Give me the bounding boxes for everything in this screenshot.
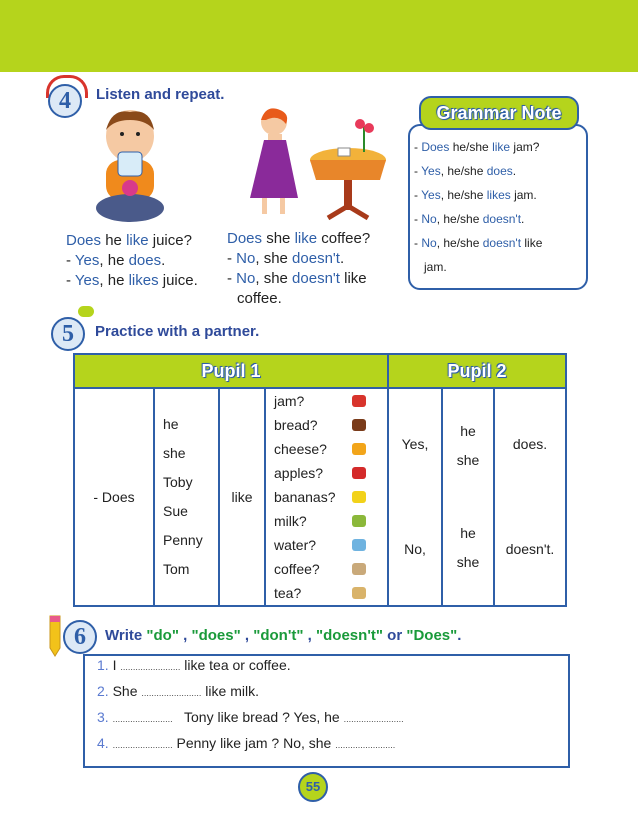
yes-no-cell xyxy=(388,388,442,606)
text-fragment: , he xyxy=(99,252,129,269)
food-item xyxy=(274,461,387,485)
food-name: tea? xyxy=(274,585,302,601)
subject-item: Penny xyxy=(163,532,203,548)
answer-subjects-cell xyxy=(442,388,494,606)
boy-drinking-juice-illustration xyxy=(92,108,168,226)
answer-subject: he xyxy=(460,423,476,439)
text-fragment: . xyxy=(512,164,517,178)
food-name: apples? xyxy=(274,465,324,481)
girl-line xyxy=(227,289,370,309)
subject-item: he xyxy=(163,416,179,432)
text-fragment: - xyxy=(414,188,422,202)
text-fragment: does xyxy=(486,164,513,178)
cheese-icon xyxy=(352,443,366,455)
section-5-number: 5 xyxy=(51,317,85,351)
text-fragment: she xyxy=(262,230,295,247)
text-fragment: "doesn't" xyxy=(316,627,383,644)
exercise-number: 4. xyxy=(97,735,113,751)
answer-subject: she xyxy=(456,554,480,570)
pupil-1-header: Pupil 1 xyxy=(74,354,388,388)
foods-cell xyxy=(265,388,388,606)
girl-dialogue xyxy=(227,229,370,309)
exercise-text: Penny like jam ? No, she xyxy=(172,735,336,751)
tea-cup-icon xyxy=(352,587,366,599)
text-fragment: jam. xyxy=(510,188,537,202)
exercise-number: 2. xyxy=(97,683,113,699)
no-word: No, xyxy=(404,541,426,557)
text-fragment: , she xyxy=(255,270,293,287)
grammar-note-line xyxy=(414,236,542,250)
answer-blank[interactable]: ........................ xyxy=(112,714,173,724)
text-fragment: he xyxy=(101,232,127,249)
text-fragment: like xyxy=(521,236,543,250)
text-fragment: - xyxy=(66,252,75,269)
pupil-2-header: Pupil 2 xyxy=(388,354,566,388)
girl-with-coffee-illustration xyxy=(244,106,392,224)
text-fragment: does xyxy=(128,252,162,269)
text-fragment: "don't" xyxy=(253,627,304,644)
text-fragment: - xyxy=(227,250,237,267)
text-fragment: - xyxy=(227,270,237,287)
answer-blank[interactable]: ........................ xyxy=(141,688,202,698)
text-fragment: - xyxy=(414,212,422,226)
text-fragment: he/she xyxy=(449,140,493,154)
girl-line xyxy=(227,229,370,249)
grammar-note-line xyxy=(414,140,539,154)
does-cell: - Does xyxy=(74,388,154,606)
food-name: bananas? xyxy=(274,489,336,505)
food-item xyxy=(274,413,387,437)
food-name: bread? xyxy=(274,417,318,433)
water-bottle-icon xyxy=(352,539,366,551)
text-fragment: coffee? xyxy=(317,230,371,247)
answer-blank[interactable]: ........................ xyxy=(112,740,173,750)
boy-dialogue xyxy=(66,231,198,291)
exercise-text: like tea or coffee. xyxy=(180,657,291,673)
text-fragment: like xyxy=(492,140,511,154)
yes-word: Yes, xyxy=(401,436,429,452)
text-fragment: - xyxy=(66,272,75,289)
like-cell: like xyxy=(219,388,265,606)
grammar-note-line xyxy=(414,164,516,178)
text-fragment: likes xyxy=(486,188,511,202)
text-fragment: doesn't xyxy=(292,270,340,287)
coffee-cup-icon xyxy=(352,563,366,575)
text-fragment: . xyxy=(339,250,345,267)
girl-line xyxy=(227,249,370,269)
exercise-line xyxy=(97,735,395,751)
text-fragment: , she xyxy=(255,250,293,267)
text-fragment: "does" xyxy=(191,627,241,644)
text-fragment: , he/she xyxy=(436,212,483,226)
exercise-number: 1. xyxy=(97,657,113,673)
food-name: water? xyxy=(274,537,317,553)
food-item xyxy=(274,485,387,509)
girl-line xyxy=(227,269,370,289)
text-fragment: jam. xyxy=(424,260,447,274)
text-fragment: Yes xyxy=(74,252,100,269)
exercise-line xyxy=(97,709,404,725)
food-name: coffee? xyxy=(274,561,320,577)
text-fragment: jam? xyxy=(510,140,540,154)
milk-carton-icon xyxy=(352,515,366,527)
answer-blank[interactable]: ........................ xyxy=(343,714,404,724)
text-fragment: - xyxy=(414,164,422,178)
answer-subject: she xyxy=(456,452,480,468)
text-fragment: coffee. xyxy=(237,290,282,307)
boy-line xyxy=(66,271,198,291)
section-5-title: Practice with a partner. xyxy=(95,323,260,340)
food-item xyxy=(274,557,387,581)
text-fragment: Yes xyxy=(421,164,441,178)
section-6-title xyxy=(105,627,461,644)
text-fragment: No xyxy=(421,212,437,226)
grammar-note-line xyxy=(414,212,524,226)
food-name: milk? xyxy=(274,513,307,529)
jam-jar-icon xyxy=(352,395,366,407)
text-fragment: - xyxy=(414,236,422,250)
subject-item: Tom xyxy=(163,561,190,577)
text-fragment: doesn't xyxy=(482,236,522,250)
text-fragment: , xyxy=(303,627,317,644)
food-name: cheese? xyxy=(274,441,327,457)
apples-icon xyxy=(352,467,366,479)
text-fragment: doesn't xyxy=(482,212,522,226)
text-fragment: likes xyxy=(128,272,159,289)
text-fragment: juice? xyxy=(148,232,192,249)
section-6-number: 6 xyxy=(63,620,97,654)
text-fragment: Yes xyxy=(74,272,100,289)
boy-line xyxy=(66,231,198,251)
answer-blank[interactable]: ........................ xyxy=(120,662,181,672)
speech-bubble-icon xyxy=(78,306,94,317)
text-fragment: . xyxy=(521,212,525,226)
food-item xyxy=(274,581,387,605)
answer-subject: he xyxy=(460,525,476,541)
grammar-note-line xyxy=(414,188,537,202)
text-fragment: , he/she xyxy=(436,236,483,250)
food-name: jam? xyxy=(274,393,305,409)
text-fragment: or xyxy=(383,627,407,644)
grammar-note-title: Grammar Note xyxy=(419,96,579,130)
text-fragment: - xyxy=(414,140,422,154)
text-fragment: Does xyxy=(66,232,102,249)
exercise-text: I xyxy=(112,657,121,673)
text-fragment: Write xyxy=(105,627,147,644)
exercise-text: like milk. xyxy=(201,683,259,699)
practice-table xyxy=(73,353,567,607)
text-fragment: Yes xyxy=(421,188,441,202)
food-item xyxy=(274,437,387,461)
top-banner xyxy=(0,0,638,72)
boy-line xyxy=(66,251,198,271)
text-fragment: , xyxy=(240,627,254,644)
text-fragment: Does xyxy=(421,140,450,154)
food-item xyxy=(274,389,387,413)
exercise-line xyxy=(97,683,259,699)
text-fragment: , he xyxy=(99,272,129,289)
subject-item: Sue xyxy=(163,503,188,519)
grammar-note-line xyxy=(414,260,447,274)
text-fragment: , he/she xyxy=(440,188,487,202)
subject-item: Toby xyxy=(163,474,193,490)
text-fragment: like xyxy=(126,232,149,249)
bananas-icon xyxy=(352,491,366,503)
does-answer: does. xyxy=(512,436,548,452)
text-fragment: like xyxy=(339,270,367,287)
text-fragment: juice. xyxy=(158,272,198,289)
food-item xyxy=(274,533,387,557)
section-4-title: Listen and repeat. xyxy=(96,86,225,103)
food-item xyxy=(274,509,387,533)
text-fragment: , he/she xyxy=(440,164,487,178)
section-4-number: 4 xyxy=(48,84,82,118)
answer-blank[interactable]: ........................ xyxy=(335,740,396,750)
subjects-cell xyxy=(154,388,219,606)
text-fragment: "do" xyxy=(146,627,179,644)
subject-item: she xyxy=(163,445,186,461)
text-fragment: . xyxy=(161,252,166,269)
text-fragment: No xyxy=(236,270,256,287)
exercise-text: Tony like bread ? Yes, he xyxy=(172,709,344,725)
text-fragment: "Does" xyxy=(406,627,458,644)
exercise-text: She xyxy=(112,683,142,699)
text-fragment: Does xyxy=(227,230,263,247)
text-fragment: . xyxy=(457,627,462,644)
text-fragment: No xyxy=(236,250,256,267)
text-fragment: No xyxy=(421,236,437,250)
answer-verbs-cell xyxy=(494,388,566,606)
page-number: 55 xyxy=(298,772,328,802)
text-fragment: like xyxy=(294,230,318,247)
text-fragment: doesn't xyxy=(292,250,340,267)
doesnt-answer: doesn't. xyxy=(505,541,555,557)
exercise-number: 3. xyxy=(97,709,113,725)
exercise-line xyxy=(97,657,291,673)
bread-icon xyxy=(352,419,366,431)
text-fragment: , xyxy=(178,627,192,644)
